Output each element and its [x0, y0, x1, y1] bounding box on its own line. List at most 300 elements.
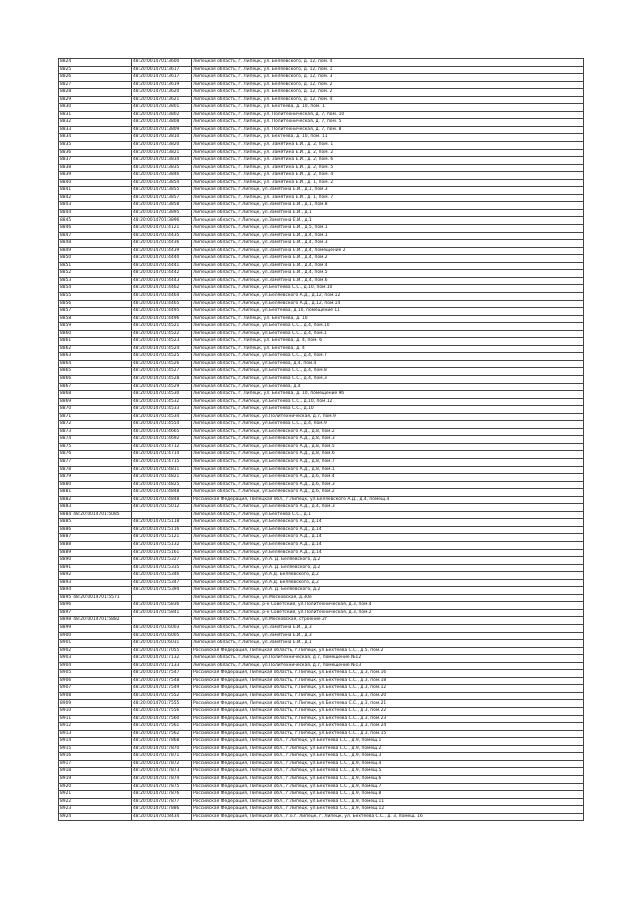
- cadastral-number-cell: 48:20:0014701:7875: [132, 783, 192, 791]
- row-number-cell: [59, 670, 132, 678]
- row-number-cell: [59, 564, 132, 572]
- table-row: [59, 217, 584, 225]
- table-row: [59, 632, 584, 640]
- cadastral-number-cell: 48:20:0014701:7556: [132, 708, 192, 716]
- row-number-cell: [59, 375, 132, 383]
- table-row: [59, 353, 584, 361]
- table-row: [59, 74, 584, 82]
- address-cell: Липецкая область, г. Липецк, ул. Беляевского, д. 12, пом. 1: [192, 66, 584, 74]
- address-cell: Липецкая область, г.Липецк, ул.Беляевского А.Д., д.8, пом.1: [192, 466, 584, 474]
- table-row: [59, 806, 584, 814]
- row-number: 8857: [60, 308, 72, 314]
- row-number: 8886: [60, 526, 72, 532]
- row-number: 8838: [60, 164, 72, 170]
- row-number-cell: [59, 602, 132, 610]
- address-cell: Липецкая область, г.Липецк, ул.Бехтеева С.С., д.10, пом.12: [192, 398, 584, 406]
- cadastral-number-cell: 48:20:0014701:3896: [132, 217, 192, 225]
- cadastral-number-cell: 48:20:0014701:7552: [132, 692, 192, 700]
- row-number-cell: [59, 715, 132, 723]
- table-row: [59, 209, 584, 217]
- address-cell: Липецкая область, г.Липецк, ул.Беляевского А.Д., д.6, пом.4: [192, 474, 584, 482]
- table-row: [59, 104, 584, 112]
- table-row: [59, 466, 584, 474]
- row-number-cell: [59, 111, 132, 119]
- row-number-cell: [59, 391, 132, 399]
- row-number-cell: [59, 353, 132, 361]
- row-number: 8920: [60, 783, 72, 789]
- address-cell: Липецкая область, г.Липецк, ул.Замятина Е.И., д.4, пом.6: [192, 277, 584, 285]
- table-row: [59, 557, 584, 565]
- address-cell: Российская Федерация, Липецкая обл., г.Липецк, ул.Бехтеева С.С., д.9, помещ.4: [192, 760, 584, 768]
- address-cell: Липецкая область, г. Липецк, ул. Беляевского, д. 12, пом. 3: [192, 74, 584, 82]
- table-row: [59, 179, 584, 187]
- address-cell: Липецкая область, г. Липецк, ул. Политехническая, д. 7, пом. 10: [192, 111, 584, 119]
- table-row: [59, 89, 584, 97]
- address-cell: Липецкая область, г.Липецк, ул.Бехтеева С.С., д.4, пом.10: [192, 323, 584, 331]
- row-number: 8843: [60, 202, 72, 208]
- address-cell: Липецкая область, г.Липецк, ул.Бехтеева С.С., д.4, пом.7: [192, 353, 584, 361]
- table-row: [59, 768, 584, 776]
- address-cell: Липецкая область, г.Липецк, ул.Бехтеева С.С., д.10, пом.10: [192, 285, 584, 293]
- address-cell: Российская Федерация, Липецкая обл., г.Липецк, ул.Беляевского А.Д., д.4, помещ.4: [192, 496, 584, 504]
- row-number: 8867: [60, 383, 72, 389]
- address-cell: Липецкая область, г. Липецк, ул. Бехтеева, д. 4: [192, 345, 584, 353]
- row-number: 8848: [60, 240, 72, 246]
- address-cell: Липецкая область, г.Липецк, ул.Бехтеева, д.10, помещение 11: [192, 308, 584, 316]
- row-number: 8878: [60, 466, 72, 472]
- row-number: 8883: [60, 504, 72, 510]
- row-number: 8854: [60, 285, 72, 291]
- row-number: 8865: [60, 368, 72, 374]
- cadastral-number-cell: 48:20:0014701:4442: [132, 270, 192, 278]
- row-number: 8836: [60, 149, 72, 155]
- row-number-cell: [59, 692, 132, 700]
- row-number-cell: [59, 647, 132, 655]
- row-number: 8877: [60, 459, 72, 464]
- address-cell: Липецкая область, г.Липецк, ул.Замятина Е.И., д.1, пом.8: [192, 202, 584, 210]
- row-number: 8896: [60, 602, 72, 608]
- table-row: [59, 791, 584, 799]
- cadastral-number-cell: 48:20:0014701:7886: [132, 806, 192, 814]
- row-number: 8915: [60, 745, 72, 751]
- table-row: [59, 723, 584, 731]
- cadastral-number-cell: [132, 594, 192, 602]
- table-row: [59, 662, 584, 670]
- row-number-cell: [59, 81, 132, 89]
- row-number-cell: [59, 542, 132, 550]
- row-number: 8859: [60, 323, 72, 329]
- cadastral-number-cell: 48:20:0014701:4522: [132, 330, 192, 338]
- cadastral-number-cell: 48:20:0014701:3895: [132, 209, 192, 217]
- row-number-cell: [59, 745, 132, 753]
- row-number: 8827: [60, 81, 72, 87]
- row-number: 8830: [60, 104, 72, 110]
- row-number-cell: [59, 308, 132, 316]
- cadastral-number-cell: 48:20:0014701:4821: [132, 474, 192, 482]
- table-row: [59, 338, 584, 346]
- cadastral-number-cell: [132, 617, 192, 625]
- cadastral-number-cell: 48:20:0014701:7548: [132, 677, 192, 685]
- row-number-cell: [59, 59, 132, 67]
- table-row: [59, 59, 584, 67]
- row-number: 8844: [60, 209, 72, 215]
- cadastral-number-cell: 48:20:0014701:7132: [132, 655, 192, 663]
- row-number-cell: [59, 360, 132, 368]
- table-row: [59, 255, 584, 263]
- address-cell: Липецкая область, г.Липецк, ул.Беляевского А.Д., д.8, пом.7: [192, 458, 584, 466]
- row-number-cell: [59, 504, 132, 512]
- table-row: [59, 549, 584, 557]
- table-row: [59, 240, 584, 248]
- cadastral-number-cell: 48:20:0014701:7877: [132, 798, 192, 806]
- table-row: [59, 489, 584, 497]
- address-cell: Липецкая область, г.Липецк, ул.Замятина Е.И., д.3: [192, 625, 584, 633]
- cadastral-number-cell: 48:20:0014701:4526: [132, 360, 192, 368]
- address-cell: Липецкая область, г.Липецк, ул.Замятина Е.И., д.5, пом.1: [192, 225, 584, 233]
- table-row: [59, 504, 584, 512]
- cadastral-number-cell: 48:20:0014701:4527: [132, 368, 192, 376]
- row-number: 8904: [60, 662, 72, 668]
- cadastral-number-cell: 48:20:0014701:3808: [132, 119, 192, 127]
- row-number: 8898: [60, 617, 72, 623]
- row-number-cell: [59, 489, 132, 497]
- row-number: 8922: [60, 798, 72, 804]
- row-number-cell: [59, 262, 132, 270]
- cadastral-number-cell: 48:20:0014701:5116: [132, 526, 192, 534]
- cadastral-number-cell: 48:20:0014701:4530: [132, 391, 192, 399]
- row-number-cell: [59, 104, 132, 112]
- row-number-cell: [59, 240, 132, 248]
- row-number-cell: [59, 194, 132, 202]
- row-number: 8924: [60, 813, 72, 819]
- row-number-cell: [59, 677, 132, 685]
- cadastral-number-cell: 48:20:0014701:4462: [132, 285, 192, 293]
- cadastral-number-cell: 48:20:0014701:3802: [132, 111, 192, 119]
- table-row: [59, 458, 584, 466]
- address-cell: Липецкая область, г.Липецк, ул.Беляевского А.Д., д.6, пом.2: [192, 489, 584, 497]
- row-number: 8871: [60, 413, 72, 419]
- address-cell: Липецкая область, г. Липецк, ул. Политехническая, д. 7, пом. 5: [192, 119, 584, 127]
- table-row: [59, 111, 584, 119]
- address-cell: Липецкая область, г. Липецк, ул. Беляевского, д. 12, пом. 4: [192, 96, 584, 104]
- cadastral-number-cell: 48:20:0014701:7055: [132, 647, 192, 655]
- cadastral-number-cell: 48:20:0014701:5836: [132, 602, 192, 610]
- address-cell: Липецкая область, г.Липецк, ул.Замятина Е.И., д.1: [192, 217, 584, 225]
- row-number-cell: [59, 277, 132, 285]
- address-cell: Липецкая область, г. Липецк, ул. Беляевского, д. 12, пом. 4: [192, 59, 584, 67]
- row-number: 8834: [60, 134, 72, 140]
- table-row: [59, 655, 584, 663]
- cadastral-number-cell: 48:20:0014701:7555: [132, 700, 192, 708]
- table-row: [59, 700, 584, 708]
- address-cell: Липецкая область, г.Липецк, ул.Политехническая, д.7, помещение №12: [192, 655, 584, 663]
- table-row: [59, 232, 584, 240]
- row-number-cell: [59, 126, 132, 134]
- cadastral-number-cell: 48:20:0014701:5347: [132, 579, 192, 587]
- row-number-cell: [59, 74, 132, 82]
- row-number-cell: [59, 406, 132, 414]
- address-cell: Липецкая область, г. Липецк, ул. Бехтеева, д. 4, пом. 6: [192, 338, 584, 346]
- row-number-cell: [59, 708, 132, 716]
- row-number-cell: [59, 209, 132, 217]
- table-row: [59, 519, 584, 527]
- row-number-cell: [59, 338, 132, 346]
- row-number-cell: [59, 315, 132, 323]
- row-number: 8860: [60, 330, 72, 336]
- address-cell: Липецкая область, г.Липецк, ул.Политехническая, д.7, помещение №13: [192, 662, 584, 670]
- cadastral-number-cell: 48:20:0014701:7876: [132, 791, 192, 799]
- cadastral-number-cell: 48:20:0014701:4440: [132, 255, 192, 263]
- cadastral-number-cell: 48:20:0014701:4439: [132, 247, 192, 255]
- row-number-cell: [59, 768, 132, 776]
- row-number: 8824: [60, 59, 72, 65]
- cadastral-number-cell: 48:20:0014701:4436: [132, 240, 192, 248]
- table-row: [59, 451, 584, 459]
- address-cell: Российская Федерация, Липецкая обл., г.Липецк, ул.Бехтеева С.С., д.9, помещ.8: [192, 791, 584, 799]
- address-cell: Российская Федерация, Липецкая область, г.Липецк, ул.Бехтеева С.С., д.3, пом.12: [192, 685, 584, 693]
- table-row: [59, 760, 584, 768]
- cadastral-number-cell: 48:20:0014701:7873: [132, 768, 192, 776]
- address-cell: Липецкая область, г.Липецк, ул.Беляевского А.Д., д.8, пом.2: [192, 428, 584, 436]
- table-row: [59, 66, 584, 74]
- row-number-cell: [59, 791, 132, 799]
- row-number-cell: [59, 270, 132, 278]
- cadastral-number-cell: 48:20:0014701:3600: [132, 59, 192, 67]
- address-cell: Липецкая область, г.Липецк, ул.Беляевского А.Д., д.12, пом.12: [192, 292, 584, 300]
- row-number-cell: [59, 594, 132, 602]
- cadastral-number-cell: 48:20:0014701:4521: [132, 323, 192, 331]
- row-number: 8850: [60, 255, 72, 261]
- row-number-cell: [59, 730, 132, 738]
- row-number-cell: [59, 300, 132, 308]
- row-number: 8890: [60, 557, 72, 563]
- address-cell: Липецкая область, г.Липецк, ул.Беляевского А.Д., д.14: [192, 549, 584, 557]
- table-row: [59, 572, 584, 580]
- address-cell: Липецкая область, г.Липецк, ул.Замятина Е.И., д.4, пом.2: [192, 255, 584, 263]
- table-row: [59, 534, 584, 542]
- table-row: [59, 96, 584, 104]
- row-number: 8861: [60, 338, 72, 344]
- cadastral-number-cell: 48:20:0014701:4848: [132, 489, 192, 497]
- address-cell: Российская Федерация, Липецкая область, г.Липецк, ул.Бехтеева С.С., д.3, пом.24: [192, 723, 584, 731]
- address-cell: Липецкая область, г.Липецк, ул.Беляевского А.Д., д.14: [192, 526, 584, 534]
- table-row: [59, 692, 584, 700]
- row-number: 8874: [60, 436, 72, 442]
- table-row: [59, 81, 584, 89]
- cadastral-number-cell: 48:20:0014701:7871: [132, 753, 192, 761]
- row-number: 8910: [60, 708, 72, 714]
- row-number-cell: [59, 760, 132, 768]
- table-row: [59, 813, 584, 821]
- row-number-cell: [59, 587, 132, 595]
- table-row: [59, 542, 584, 550]
- cadastral-number-cell: 48:20:0014701:8434: [132, 813, 192, 821]
- row-number: 8828: [60, 89, 72, 95]
- cadastral-number-cell: 48:20:0014701:4523: [132, 338, 192, 346]
- row-number: 8905: [60, 670, 72, 676]
- row-number-cell: [59, 798, 132, 806]
- address-cell: Липецкая область, г.Липецк, ул.А.Д. Беляевского, д.2: [192, 579, 584, 587]
- cadastral-number-cell: 48:20:0014701:4443: [132, 277, 192, 285]
- cadastral-number-cell: 48:20:0014701:5346: [132, 572, 192, 580]
- row-number: 8875: [60, 443, 72, 449]
- row-number: 8849: [60, 247, 72, 253]
- cadastral-number-cell: 48:20:0014701:4811: [132, 466, 192, 474]
- address-cell: Липецкая область, г.Липецк, ул.Беляевского А.Д., д.6, пом.3: [192, 481, 584, 489]
- address-cell: Российская Федерация, Липецкая область, г.Липецк, ул.Бехтеева С.С., д.3, пом.23: [192, 715, 584, 723]
- cadastral-number-cell: 48:20:0014701:3810: [132, 134, 192, 142]
- row-number: 8856: [60, 300, 72, 306]
- cadastral-number-cell: 48:20:0014701:4534: [132, 413, 192, 421]
- address-cell: Липецкая область, г.Липецк, ул.Замятина Е.И., д.4, пом.3: [192, 240, 584, 248]
- cadastral-number-cell: 48:20:0014701:5132: [132, 542, 192, 550]
- cadastral-number-cell: 48:20:0014701:4441: [132, 262, 192, 270]
- row-number: 8837: [60, 157, 72, 163]
- address-cell: Липецкая область, г.Липецк, ул.Замятина Е.И., д.4, пом.5: [192, 270, 584, 278]
- table-row: [59, 526, 584, 534]
- address-cell: Липецкая область, г.Липецк, ул.Замятина Е.И., д.1: [192, 209, 584, 217]
- row-number: 8841: [60, 187, 72, 193]
- row-number: 8887: [60, 534, 72, 540]
- table-row: [59, 368, 584, 376]
- table-row: [59, 391, 584, 399]
- table-row: [59, 262, 584, 270]
- address-cell: Липецкая область, г.Липецк, р-н Советский, ул.Политехническая, д.3, пом.4: [192, 602, 584, 610]
- cadastral-number-cell: 48:20:0014701:5394: [132, 587, 192, 595]
- cadastral-number-cell: 48:20:0014701:3857: [132, 194, 192, 202]
- address-cell: Липецкая область, г.Липецк, ул.Беляевского А.Д., д.4, пом.3: [192, 504, 584, 512]
- table-row: [59, 172, 584, 180]
- row-number-cell: [59, 323, 132, 331]
- row-number-cell: [59, 330, 132, 338]
- table-row: [59, 579, 584, 587]
- row-number-cell: [59, 813, 132, 821]
- table-row: [59, 202, 584, 210]
- row-number: 8919: [60, 775, 72, 781]
- cadastral-number-cell: 48:20:0014701:3617: [132, 66, 192, 74]
- cadastral-number-cell: 48:20:0014701:4525: [132, 353, 192, 361]
- registry-table: [58, 58, 584, 821]
- row-number-cell: [59, 164, 132, 172]
- row-number-cell: [59, 655, 132, 663]
- table-row: [59, 625, 584, 633]
- row-number: 8853: [60, 277, 72, 283]
- cadastral-number-cell: 48:20:0014701:4533: [132, 406, 192, 414]
- row-number-cell: [59, 66, 132, 74]
- address-cell: Липецкая область, г.Липецк, ул.Бехтеева С.С., д.4, пом.3: [192, 375, 584, 383]
- row-number: 8855: [60, 292, 72, 298]
- row-number: 8908: [60, 692, 72, 698]
- row-number-cell: [59, 225, 132, 233]
- row-number-cell: [59, 466, 132, 474]
- cadastral-number-cell: 48:20:0014701:3854: [132, 179, 192, 187]
- row-number: 8873: [60, 428, 72, 434]
- address-cell: Липецкая область, г.Липецк, ул.Замятина Е.И., д.4, помещение 2: [192, 247, 584, 255]
- row-number-cell: [59, 753, 132, 761]
- row-number-cell: [59, 783, 132, 791]
- row-number: 8872: [60, 421, 72, 427]
- cadastral-number-cell: 48:20:0014701:7874: [132, 775, 192, 783]
- address-cell: Липецкая область, г. Липецк, ул. Замятина Е.И., д. 2, пом. 4: [192, 172, 584, 180]
- cadastral-number-cell: 48:20:0014701:7870: [132, 745, 192, 753]
- row-number: 8870: [60, 406, 72, 412]
- address-cell: Липецкая область, г. Липецк, ул. Беляевского, д. 12, пом. 2: [192, 89, 584, 97]
- cadastral-number-cell: 48:20:0014701:4529: [132, 383, 192, 391]
- row-number-cell: [59, 172, 132, 180]
- cadastral-number-cell: 48:20:0014701:3809: [132, 126, 192, 134]
- row-number-cell: [59, 617, 132, 625]
- row-number-cell: [59, 632, 132, 640]
- row-number: 8895: [60, 594, 72, 600]
- row-number-cell: [59, 496, 132, 504]
- row-number: 8839: [60, 172, 72, 178]
- cadastral-number-cell: 48:20:0014701:5335: [132, 564, 192, 572]
- address-cell: Липецкая область, г.Липецк, р-н Советский, ул.Политехническая, д.3, пом.2: [192, 609, 584, 617]
- row-number: 8868: [60, 391, 72, 397]
- address-cell: Липецкая область, г.Липецк, ул.Замятина Е.И., д.4, пом.4: [192, 262, 584, 270]
- address-cell: Липецкая область, г.Липецк, ул.Бехтеева С.С., д.4, пом.1: [192, 330, 584, 338]
- cadastral-number-cell: 48:20:0014701:5121: [132, 534, 192, 542]
- row-number-cell: [59, 232, 132, 240]
- table-row: [59, 730, 584, 738]
- row-number-cell: [59, 398, 132, 406]
- cadastral-number-cell: 48:20:0014701:3820: [132, 142, 192, 150]
- cadastral-number-cell: 48:20:0014701:3621: [132, 96, 192, 104]
- cadastral-number-cell: 48:20:0014701:7562: [132, 730, 192, 738]
- address-cell: Липецкая область, г. Липецк, ул. Замятина Е.И., д. 2, пом. 1: [192, 142, 584, 150]
- row-number: 8907: [60, 685, 72, 691]
- cadastral-number-cell: 48:20:0014701:4435: [132, 232, 192, 240]
- table-row: [59, 134, 584, 142]
- address-cell: Липецкая область, г.Липецк, ул.Беляевского А.Д., д.8, пом.5: [192, 443, 584, 451]
- row-number-cell: [59, 149, 132, 157]
- address-cell: Липецкая область, г.Липецк, ул.Бехтеева С.С., д.4, пом.9: [192, 421, 584, 429]
- table-row: [59, 602, 584, 610]
- row-number: 8829: [60, 96, 72, 102]
- table-row: [59, 406, 584, 414]
- row-number-cell: [59, 775, 132, 783]
- row-number: 8909: [60, 700, 72, 706]
- address-cell: Российская Федерация, Липецкая обл., г.Липецк, ул.Бехтеева С.С., д.9, помещ.7: [192, 783, 584, 791]
- cadastral-number-cell: 48:20:0014701:5012: [132, 504, 192, 512]
- cadastral-number-cell: 48:20:0014701:3620: [132, 89, 192, 97]
- row-number-cell: [59, 285, 132, 293]
- address-cell: Российская Федерация, Липецкая область, г.Липецк, ул.Бехтеева С.С., д.3, пом.21: [192, 700, 584, 708]
- table-row: [59, 609, 584, 617]
- row-number: 8884: [60, 511, 72, 517]
- row-number-cell: [59, 640, 132, 648]
- cadastral-number-cell: 48:20:0014701:7868: [132, 738, 192, 746]
- address-cell: Липецкая область, г.Липецк, ул.Московская, д.30е: [192, 594, 584, 602]
- row-number: 8917: [60, 760, 72, 766]
- row-number: 8891: [60, 564, 72, 570]
- cadastral-number-cell: 48:20:0014701:3846: [132, 172, 192, 180]
- row-number: 8833: [60, 126, 72, 132]
- row-number: 8911: [60, 715, 72, 721]
- cadastral-number-left: 48:20:0014701:5882: [73, 617, 120, 623]
- table-row: [59, 383, 584, 391]
- row-number-cell: [59, 579, 132, 587]
- cadastral-number-left: 48:20:0014701:5571: [73, 594, 120, 600]
- address-cell: Российская Федерация, Липецкая обл., г.Липецк, ул.Бехтеева С.С., д.9, помещ.2: [192, 745, 584, 753]
- row-number-cell: [59, 451, 132, 459]
- address-cell: Липецкая область, г.Липецк, ул.Беляевского А.Д., д.12, пом.14: [192, 300, 584, 308]
- address-cell: Российская Федерация, Липецкая область, г.Липецк, ул.Бехтеева С.С., д.3, пом.16: [192, 670, 584, 678]
- cadastral-number-cell: 48:20:0014701:4554: [132, 421, 192, 429]
- row-number: 8892: [60, 572, 72, 578]
- table-row: [59, 270, 584, 278]
- row-number-cell: [59, 217, 132, 225]
